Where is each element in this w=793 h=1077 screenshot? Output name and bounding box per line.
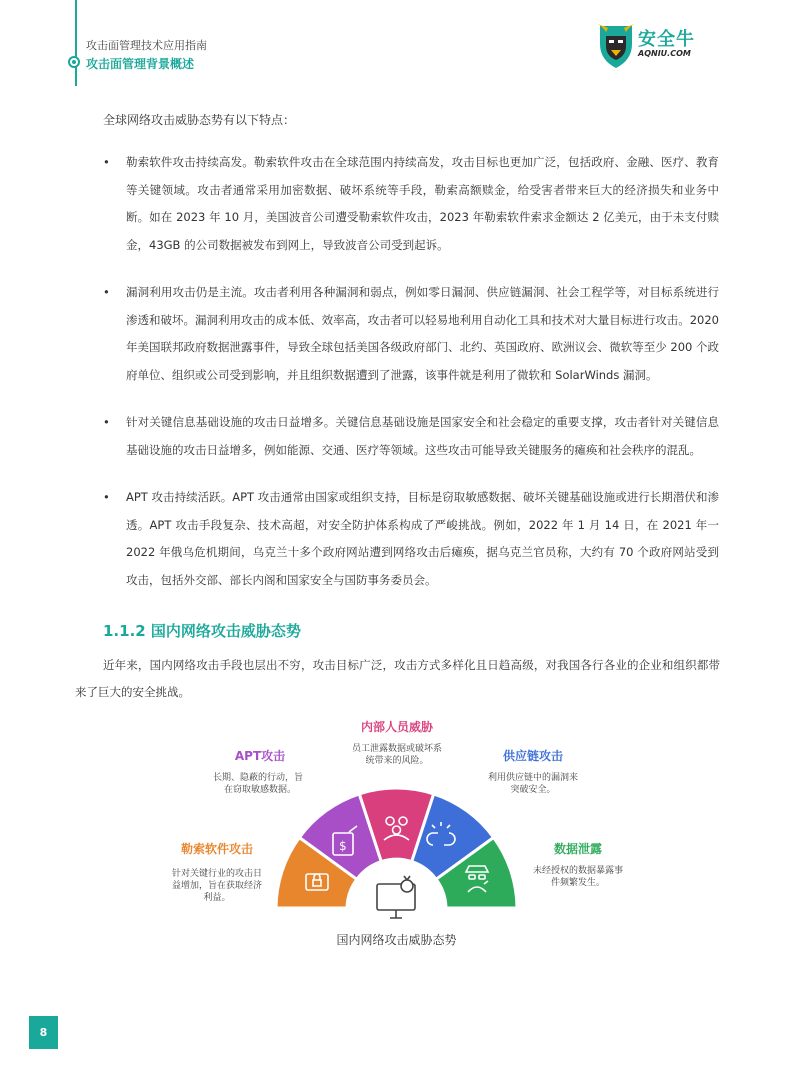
label-ransomware-desc: 利益。 [203, 893, 231, 903]
bullet-list [103, 149, 719, 594]
label-insider-desc: 统带来的风险。 [365, 756, 429, 766]
label-ransomware-desc: 益增加，旨在获取经济 [171, 881, 263, 891]
label-data-leak-title: 数据泄露 [553, 842, 603, 856]
monitor-icon [377, 876, 415, 918]
label-apt-title: APT攻击 [234, 749, 286, 763]
list-item: • 针对关键信息基础设施的攻击日益增多。关键信息基础设施是国家安全和社会稳定的重要支撑，攻击者针对关键信息基础设施的攻击日益增多，例如能源、交通、医疗等领域。这些攻击可能导致关键服务的瘫痪和社会秩序的混乱。 [103, 409, 719, 464]
list-item: • APT 攻击持续活跃。APT 攻击通常由国家或组织支持，目标是窃取敏感数据、破坏关键基础设施或进行长期潜伏和渗透。APT 攻击手段复杂、技术高超，对安全防护体系构成了严峻挑战。例如，2022 年 1 月 14 日，在 2021 年一 2022 年俄乌危机期间，乌克兰十多个政府网站遭到网络攻击后瘫痪，据乌克兰官员称，大约有 70 个政府网站受到攻击，包括外交部、部长内阁和国家安全与国防事务委员会。 [103, 484, 719, 594]
label-ransomware-desc: 针对关键行业的攻击日 [171, 869, 263, 879]
list-item: • 漏洞利用攻击仍是主流。攻击者利用各种漏洞和弱点，例如零日漏洞、供应链漏洞、社会工程学等，对目标系统进行渗透和破坏。漏洞利用攻击的成本低、效率高，攻击者可以轻易地利用自动化工具和技术对大量目标进行攻击。2020 年美国联邦政府数据泄露事件，导致全球包括美国各级政府部门、北约、英国政府、欧洲议会、微软等至少 200 个政府单位、组织或公司受到影响，并且组织数据遭到了泄露，该事件就是利用了微软和 SolarWinds 漏洞。 [103, 279, 719, 389]
section-paragraph: 近年来，国内网络攻击手段也层出不穷，攻击目标广泛，攻击方式多样化且日趋高级，对我国各行各业的企业和组织都带来了巨大的安全挑战。 [75, 658, 720, 699]
bullet-circle-icon [68, 56, 80, 68]
label-apt-desc: 长期、隐蔽的行动，旨 [212, 773, 304, 783]
label-insider-title: 内部人员威胁 [360, 720, 434, 734]
section-title: 1.1.2 国内网络攻击威胁态势 [103, 622, 301, 640]
label-ransomware-title: 勒索软件攻击 [180, 842, 254, 856]
logo-name: 安全牛 [638, 29, 695, 50]
label-data-leak-desc: 未经授权的数据暴露事 [532, 866, 624, 876]
logo-subtitle: AQNIU.COM [638, 49, 691, 58]
bull-shield-icon [596, 22, 636, 70]
chapter-title: 攻击面管理背景概述 [86, 57, 195, 71]
label-apt-desc: 在窃取敏感数据。 [223, 785, 297, 795]
intro-text: 全球网络攻击威胁态势有以下特点： [103, 113, 296, 127]
page-number: 8 [29, 1016, 58, 1049]
label-supply-chain-desc: 利用供应链中的漏洞来 [487, 773, 579, 783]
threat-fan-diagram [0, 700, 793, 930]
logo [596, 22, 706, 72]
label-insider-desc: 员工泄露数据或破坏系 [351, 744, 443, 754]
diagram-caption: 国内网络攻击威胁态势 [336, 933, 457, 947]
label-supply-chain-title: 供应链攻击 [502, 749, 564, 763]
document-title: 攻击面管理技术应用指南 [86, 39, 207, 52]
header-rule [75, 0, 77, 86]
svg-text:$: $ [339, 839, 347, 853]
label-supply-chain-desc: 突破安全。 [510, 785, 556, 795]
label-data-leak-desc: 件频繁发生。 [550, 878, 606, 888]
list-item: • 勒索软件攻击持续高发。勒索软件攻击在全球范围内持续高发，攻击目标也更加广泛，包括政府、金融、医疗、教育等关键领域。攻击者通常采用加密数据、破坏系统等手段，勒索高额赎金，给受害者带来巨大的经济损失和业务中断。如在 2023 年 10 月，美国波音公司遭受勒索软件攻击，2023 年勒索软件索求金额达 2 亿美元，由于未支付赎金，43GB 的公司数据被发布到网上，导致波音公司受到起诉。 [103, 149, 719, 259]
